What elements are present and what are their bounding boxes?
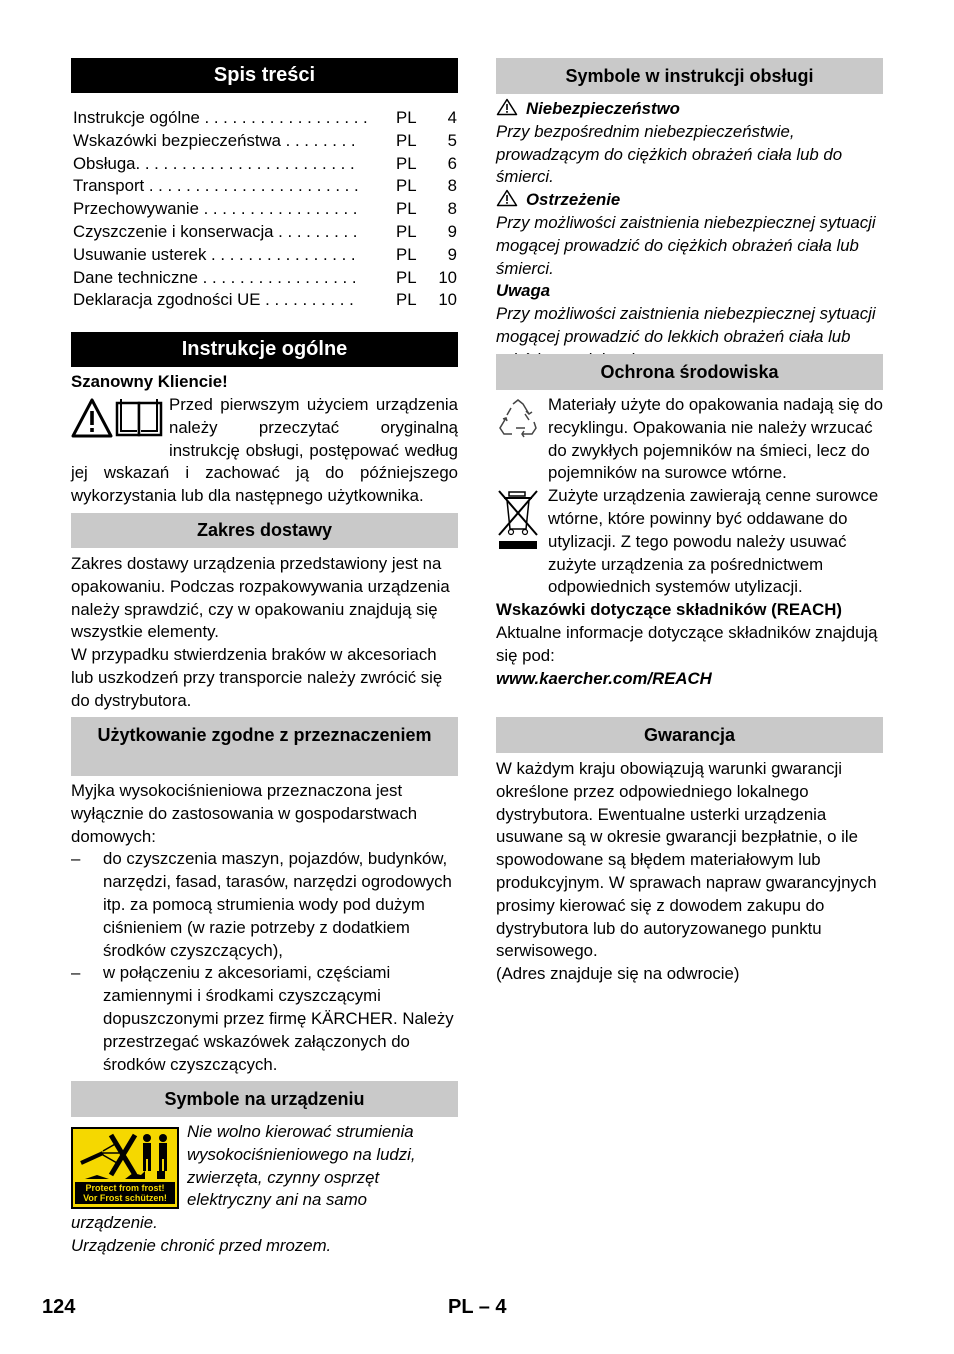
list-item-text: do czyszczenia maszyn, pojazdów, budynków, narzędzi, fasad, tarasów, narzędzi ogrodowych itp. za pomocą strumienia wody pod dużym ciśnieniem (w razie potrzeby z dodatkiem środków czyszczących), bbox=[103, 849, 452, 960]
toc-item-page: 5 bbox=[447, 130, 457, 150]
danger-label bbox=[496, 98, 883, 121]
environment-text bbox=[496, 394, 883, 690]
caution-label: Uwaga bbox=[496, 281, 551, 301]
warning-manual-icons bbox=[71, 397, 163, 441]
delivery-paragraph-2: W przypadku stwierdzenia braków w akcesoriach lub uszkodzeń przy transporcie należy zwrócić się do dystrybutora. bbox=[71, 645, 443, 710]
toc-item-language: PL bbox=[396, 108, 417, 127]
warranty-text bbox=[496, 758, 883, 986]
toc-item-name: Transport . . . . . . . . . . . . . . . . . . . . . . . bbox=[73, 176, 359, 196]
manual-symbols-text bbox=[496, 98, 883, 372]
toc-item-page: 8 bbox=[447, 176, 457, 196]
delivery-text bbox=[71, 553, 458, 713]
recycling-text: Materiały użyte do opakowania nadają się do recyklingu. Opakowania nie należy wrzucać do zwykłych pojemników na śmieci, lecz do pojemników na surowce wtórne. bbox=[548, 395, 883, 483]
toc-item-page: 6 bbox=[447, 153, 457, 173]
warning-book-icon bbox=[71, 397, 163, 439]
toc-item-language: PL bbox=[396, 130, 417, 150]
frost-text: Urządzenie chronić przed mrozem. bbox=[71, 1235, 332, 1255]
toc-item-language: PL bbox=[396, 290, 417, 310]
frost-label-text bbox=[75, 1182, 175, 1204]
delivery-paragraph-1: Zakres dostawy urządzenia przedstawiony jest na opakowaniu. Podczas rozpakowywania urządzenia należy sprawdzić, czy w opakowaniu znajdują się wszystkie elementy. bbox=[71, 554, 450, 642]
toc-item-language: PL bbox=[396, 153, 417, 173]
frost-warning-label bbox=[71, 1127, 179, 1209]
toc-item[interactable] bbox=[73, 152, 457, 175]
greeting: Szanowny Kliencie! bbox=[71, 372, 228, 391]
toc-item-language: PL bbox=[396, 222, 417, 241]
frost-label-line-1: Protect from frost! bbox=[85, 1183, 165, 1193]
toc-item-page: 9 bbox=[447, 222, 457, 241]
no-spray-icon bbox=[73, 1129, 177, 1183]
list-item bbox=[71, 848, 458, 962]
recycling-block bbox=[496, 394, 883, 485]
device-symbols-heading: Symbole na urządzeniu bbox=[71, 1081, 458, 1117]
intro-text: Przed pierwszym użyciem urządzenia należy przeczytać oryginalną instrukcję obsługi, postępować według jej wskazań i zachować ją do późniejszego wykorzystania lub dla następnego użytkownika. bbox=[71, 395, 458, 506]
toc-item-name: Przechowywanie . . . . . . . . . . . . . . . . . bbox=[73, 199, 358, 219]
toc-item-page: 10 bbox=[438, 267, 457, 287]
toc-item-name: Obsługa. . . . . . . . . . . . . . . . . . . . . . . . bbox=[73, 153, 355, 173]
warranty-paragraph: W każdym kraju obowiązują warunki gwarancji określone przez odpowiedniego lokalnego dystrybutora. Ewentualne usterki urządzenia usuwane są w okresie gwarancji bezpłatnie, o ile spowodowane są błędem materiałowym lub produkcyjnym. W sprawach napraw gwarancyjnych prosimy kierować się z dowodem zakupu do dystrybutora lub do autoryzowanego punktu serwisowego. bbox=[496, 759, 877, 961]
toc-item-name: Czyszczenie i konserwacja . . . . . . . . . bbox=[73, 222, 358, 241]
toc-item[interactable] bbox=[73, 106, 457, 129]
warning-label bbox=[496, 189, 883, 212]
list-dash: – bbox=[71, 963, 81, 983]
toc-heading: Spis treści bbox=[71, 58, 458, 93]
reach-title: Wskazówki dotyczące składników (REACH) bbox=[496, 600, 842, 620]
intended-use-text bbox=[71, 780, 458, 1076]
warranty-heading: Gwarancja bbox=[496, 717, 883, 753]
weee-text: Zużyte urządzenia zawierają cenne surowce wtórne, które powinny być oddawane do utylizacji. Z tego powodu należy usuwać zużyte urządzenia za pośrednictwem odpowiednich systemów utylizacji. bbox=[548, 486, 879, 597]
intro-paragraph bbox=[71, 394, 458, 508]
toc-item[interactable] bbox=[73, 288, 457, 311]
crossed-bin-icon bbox=[496, 489, 540, 553]
toc-item-language: PL bbox=[396, 176, 417, 196]
danger-label-text: Niebezpieczeństwo bbox=[526, 99, 680, 118]
toc-item-language: PL bbox=[396, 244, 417, 264]
toc-item[interactable] bbox=[73, 129, 457, 152]
page-number: 124 bbox=[42, 1296, 76, 1318]
toc-item[interactable] bbox=[73, 243, 457, 266]
toc-item-name: Instrukcje ogólne . . . . . . . . . . . . . . . . . . bbox=[73, 108, 368, 127]
general-heading: Instrukcje ogólne bbox=[71, 332, 458, 367]
intended-use-paragraph: Myjka wysokociśnieniowa przeznaczona jest wyłącznie do zastosowania w gospodarstwach domowych: bbox=[71, 781, 418, 846]
recycling-icon bbox=[496, 398, 540, 442]
toc-item-name: Deklaracja zgodności UE . . . . . . . . . . bbox=[73, 290, 354, 310]
reach-link[interactable]: www.kaercher.com/REACH bbox=[496, 668, 712, 688]
delivery-heading: Zakres dostawy bbox=[71, 513, 458, 548]
warning-label-text: Ostrzeżenie bbox=[526, 190, 621, 210]
intended-use-heading: Użytkowanie zgodne z przeznaczeniem bbox=[71, 717, 458, 776]
device-symbols-text bbox=[71, 1121, 458, 1258]
danger-text: Przy bezpośrednim niebezpieczeństwie, prowadzącym do ciężkich obrażeń ciała lub do śmierci. bbox=[496, 121, 843, 187]
weee-block bbox=[496, 485, 883, 599]
toc-item-name: Wskazówki bezpieczeństwa . . . . . . . . bbox=[73, 130, 356, 150]
manual-symbols-heading: Symbole w instrukcji obsługi bbox=[496, 58, 883, 94]
toc-item[interactable] bbox=[73, 266, 457, 289]
toc-item-page: 10 bbox=[438, 290, 457, 310]
list-item-text: w połączeniu z akcesoriami, częściami zamiennymi i środkami czyszczącymi dopuszczonymi przez firmę KÄRCHER. Należy przestrzegać wskazówek załączonych do środków czyszczących. bbox=[103, 963, 454, 1074]
list-dash: – bbox=[71, 849, 81, 869]
toc-item[interactable] bbox=[73, 197, 457, 220]
toc-item-name: Dane techniczne . . . . . . . . . . . . . . . . . bbox=[73, 267, 357, 287]
warning-triangle-icon bbox=[496, 98, 518, 116]
warning-text: Przy możliwości zaistnienia niebezpiecznej sytuacji mogącej prowadzić do ciężkich obrażeń ciała lub śmierci. bbox=[496, 212, 876, 278]
footer-section: PL – 4 bbox=[448, 1296, 507, 1318]
warning-triangle-icon bbox=[496, 189, 518, 207]
toc-item[interactable] bbox=[73, 174, 457, 197]
toc-item-language: PL bbox=[396, 199, 417, 219]
caution-text: Przy możliwości zaistnienia niebezpiecznej sytuacji mogącej prowadzić do lekkich obrażeń ciała lub bbox=[496, 304, 876, 346]
toc-item-page: 8 bbox=[447, 199, 457, 219]
toc-item-name: Usuwanie usterek . . . . . . . . . . . . . . . . bbox=[73, 244, 356, 264]
warranty-address: (Adres znajduje się na odwrocie) bbox=[496, 964, 740, 984]
reach-text: Aktualne informacje dotyczące składników znajdują się pod: bbox=[496, 622, 878, 665]
toc-item-language: PL bbox=[396, 267, 417, 287]
toc-item-page: 4 bbox=[447, 108, 457, 127]
spray-warning-text: Nie wolno kierować strumienia wysokociśnieniowego na ludzi, zwierzęta, czynny osprzęt elektryczny ani na samo urządzenie. bbox=[71, 1122, 416, 1233]
toc-item[interactable] bbox=[73, 220, 457, 243]
frost-label-line-2: Vor Frost schützen! bbox=[83, 1193, 167, 1203]
environment-heading: Ochrona środowiska bbox=[496, 354, 883, 390]
list-item bbox=[71, 962, 458, 1076]
toc-item-page: 9 bbox=[447, 244, 457, 264]
